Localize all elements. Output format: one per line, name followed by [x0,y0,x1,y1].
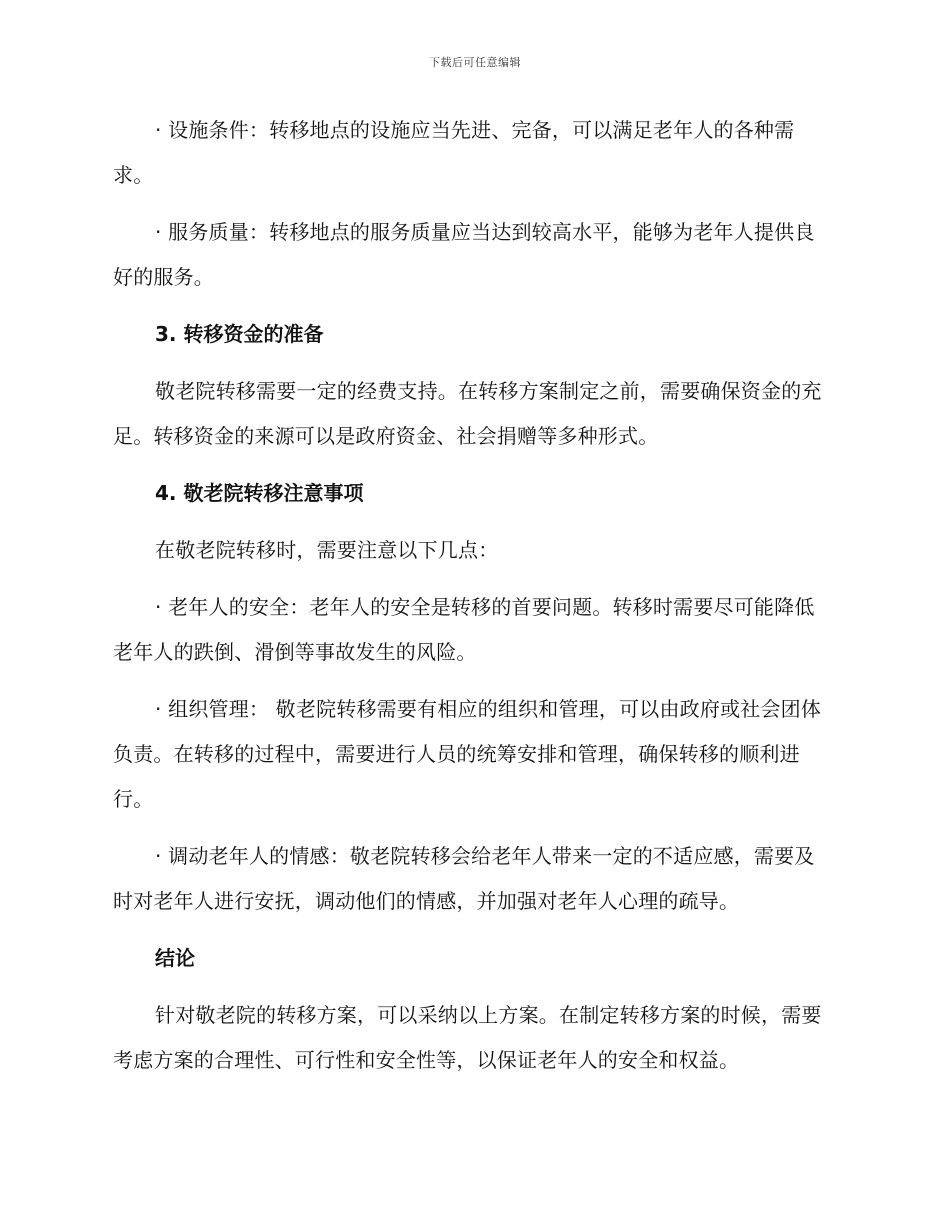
paragraph-elderly-safety: · 老年人的安全：老年人的安全是转移的首要问题。转移时需要尽可能降低老年人的跌倒、滑倒等事故发生的风险。 [113,595,815,664]
document-body [113,108,833,1095]
section-heading-conclusion: 结论 [155,946,195,970]
paragraph-service-quality: · 服务质量：转移地点的服务质量应当达到较高水平，能够为老年人提供良好的服务。 [113,220,815,289]
paragraph-organization-management: · 组织管理： 敬老院转移需要有相应的组织和管理，可以由政府或社会团体负责。在转移的过程中，需要进行人员的统筹安排和管理，确保转移的顺利进行。 [113,697,822,811]
paragraph-funding: 敬老院转移需要一定的经费支持。在转移方案制定之前，需要确保资金的充足。转移资金的来源可以是政府资金、社会捐赠等多种形式。 [113,379,822,448]
section-heading-funding: 3. 转移资金的准备 [155,322,324,346]
paragraph-conclusion: 针对敬老院的转移方案，可以采纳以上方案。在制定转移方案的时候，需要考虑方案的合理性、可行性和安全性等，以保证老年人的安全和权益。 [113,1003,822,1072]
page-header: 下载后可任意编辑 [429,56,521,69]
section-heading-precautions: 4. 敬老院转移注意事项 [155,481,364,505]
paragraph-precautions-intro: 在敬老院转移时，需要注意以下几点： [155,538,499,562]
paragraph-emotional-care: · 调动老年人的情感：敬老院转移会给老年人带来一定的不适应感，需要及时对老年人进行安抚，调动他们的情感，并加强对老年人心理的疏导。 [113,844,815,913]
paragraph-facility-conditions: · 设施条件：转移地点的设施应当先进、完备，可以满足老年人的各种需求。 [113,118,795,187]
